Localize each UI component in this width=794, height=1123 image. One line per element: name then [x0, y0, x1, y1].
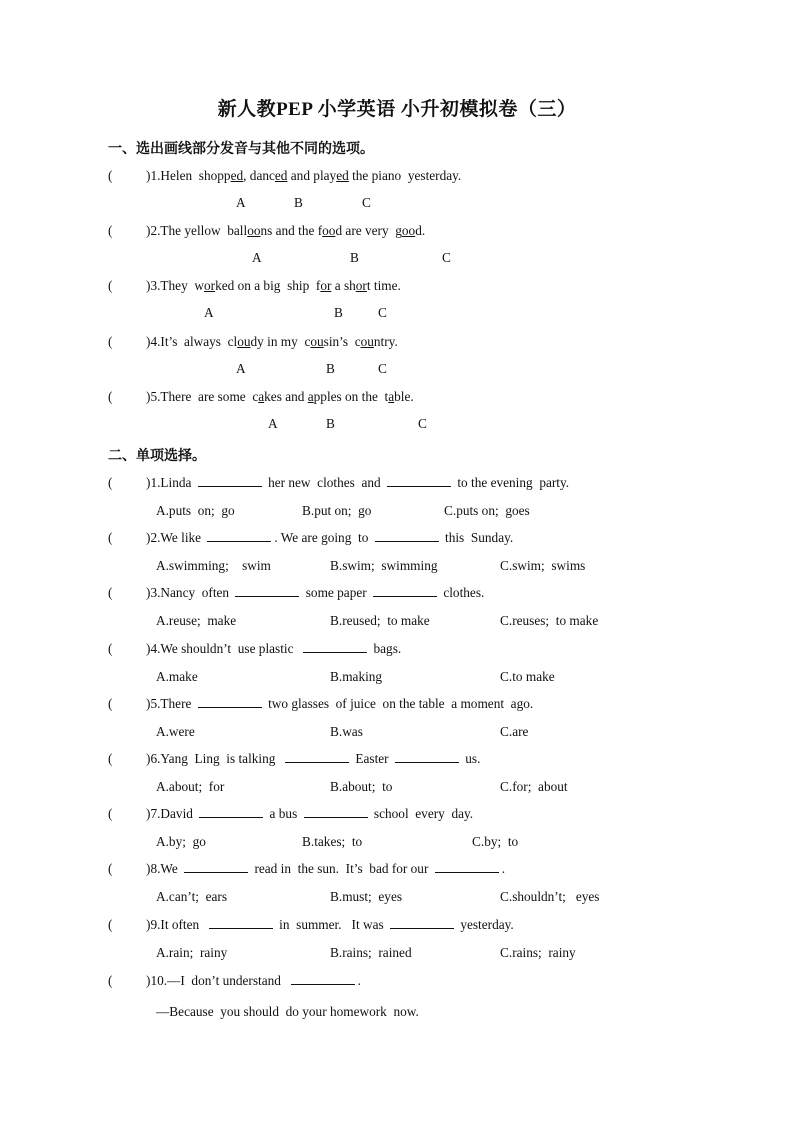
- page-title: 新人教PEP 小学英语 小升初模拟卷（三）: [217, 99, 577, 120]
- section1-question-3: [108, 278, 401, 294]
- answer-paren-close: ): [146, 168, 151, 183]
- question-text: kes and: [264, 389, 308, 404]
- choice-c[interactable]: C.for; about: [500, 779, 568, 794]
- underlined-sound: ed: [230, 168, 244, 183]
- question-text: read in the sun. It’s bad for our: [251, 861, 432, 876]
- question-text: .: [357, 973, 361, 988]
- choice-c[interactable]: C.are: [500, 724, 529, 739]
- answer-paren[interactable]: (: [108, 751, 113, 766]
- question-text: school every day.: [370, 806, 474, 821]
- underlined-sound: oo: [401, 223, 416, 238]
- question-text: 6.Yang Ling is talking: [150, 751, 283, 766]
- choice-c[interactable]: C.rains; rainy: [500, 945, 576, 960]
- choice-b[interactable]: B.making: [330, 669, 383, 684]
- fill-blank[interactable]: [373, 585, 437, 597]
- choice-b[interactable]: B.must; eyes: [330, 889, 403, 904]
- question-text: the piano yesterday.: [348, 168, 462, 183]
- section2-question-8: [108, 861, 505, 877]
- question-text: ble.: [394, 389, 414, 404]
- question-text: , danc: [243, 168, 275, 183]
- section2-question-9: [108, 917, 514, 933]
- option-label-a: A: [236, 361, 246, 376]
- section-1-heading: 一、选出画线部分发音与其他不同的选项。: [108, 142, 374, 157]
- question-text: sin’s c: [323, 334, 361, 349]
- choice-a[interactable]: A.by; go: [156, 834, 206, 849]
- question-text: 4.We shouldn’t use plastic: [150, 641, 301, 656]
- choice-b[interactable]: B.about; to: [330, 779, 393, 794]
- question-text: d.: [415, 223, 426, 238]
- answer-paren-close: ): [146, 475, 151, 490]
- question-text: t time.: [366, 278, 401, 293]
- option-label-b: B: [326, 416, 335, 431]
- answer-paren-close: ): [146, 751, 151, 766]
- fill-blank[interactable]: [303, 641, 367, 653]
- question-10-answer-line: —Because you should do your homework now.: [156, 1004, 419, 1019]
- question-text: . We are going to: [274, 530, 372, 545]
- answer-paren[interactable]: (: [108, 475, 113, 490]
- question-text: two glasses of juice on the table a moment ago.: [264, 696, 534, 711]
- choice-a[interactable]: A.make: [156, 669, 198, 684]
- answer-paren[interactable]: (: [108, 334, 113, 349]
- question-text: 2.The yellow ball: [150, 223, 248, 238]
- answer-paren[interactable]: (: [108, 389, 113, 404]
- fill-blank[interactable]: [207, 530, 271, 542]
- choice-a[interactable]: A.puts on; go: [156, 503, 235, 518]
- fill-blank[interactable]: [209, 917, 273, 929]
- choice-c[interactable]: C.puts on; goes: [444, 503, 530, 518]
- underlined-sound: or: [355, 278, 367, 293]
- answer-paren-close: ): [146, 696, 151, 711]
- question-text: this Sunday.: [441, 530, 514, 545]
- underlined-sound: ou: [360, 334, 374, 349]
- question-text: ntry.: [373, 334, 398, 349]
- option-label-b: B: [350, 250, 359, 265]
- section2-question-6: [108, 751, 480, 767]
- answer-paren-close: ): [146, 861, 151, 876]
- choice-a[interactable]: A.rain; rainy: [156, 945, 228, 960]
- answer-paren-close: ): [146, 530, 151, 545]
- question-text: 1.Helen shopp: [150, 168, 231, 183]
- question-text: us.: [461, 751, 481, 766]
- choice-a[interactable]: A.can’t; ears: [156, 889, 228, 904]
- section2-question-1: [108, 475, 569, 491]
- option-label-a: A: [252, 250, 262, 265]
- underlined-sound: ed: [274, 168, 288, 183]
- question-text: .: [501, 861, 506, 876]
- question-text: clothes.: [440, 585, 485, 600]
- option-label-a: A: [236, 195, 246, 210]
- question-text: bags.: [370, 641, 402, 656]
- section1-question-5: [108, 389, 414, 405]
- choice-b[interactable]: B.reused; to make: [330, 613, 430, 628]
- question-text: 2.We like: [150, 530, 205, 545]
- section1-question-2: [108, 223, 425, 239]
- underlined-sound: or: [320, 278, 332, 293]
- question-text: to the evening party.: [454, 475, 570, 490]
- choice-b[interactable]: B.was: [330, 724, 363, 739]
- fill-blank[interactable]: [435, 861, 499, 873]
- choice-c[interactable]: C.reuses; to make: [500, 613, 599, 628]
- question-text: 3.Nancy often: [150, 585, 233, 600]
- choice-a[interactable]: A.reuse; make: [156, 613, 237, 628]
- fill-blank[interactable]: [291, 973, 355, 985]
- option-label-b: B: [294, 195, 303, 210]
- question-text: 5.There: [150, 696, 195, 711]
- question-text: a sh: [331, 278, 356, 293]
- answer-paren[interactable]: (: [108, 168, 113, 183]
- choice-c[interactable]: C.to make: [500, 669, 555, 684]
- underlined-sound: or: [203, 278, 216, 293]
- answer-paren[interactable]: (: [108, 641, 113, 656]
- question-text: some paper: [302, 585, 370, 600]
- underlined-sound: ou: [237, 334, 251, 349]
- choice-a[interactable]: A.swimming; swim: [156, 558, 271, 573]
- section-2-heading: 二、单项选择。: [108, 449, 206, 464]
- choice-c[interactable]: C.shouldn’t; eyes: [500, 889, 600, 904]
- choice-c[interactable]: C.by; to: [472, 834, 519, 849]
- section1-question-1: [108, 168, 461, 184]
- fill-blank[interactable]: [375, 530, 439, 542]
- answer-paren[interactable]: (: [108, 585, 113, 600]
- fill-blank[interactable]: [198, 696, 262, 708]
- question-text: Easter: [352, 751, 392, 766]
- question-text: 8.We: [150, 861, 182, 876]
- underlined-sound: ou: [310, 334, 324, 349]
- option-label-c: C: [442, 250, 451, 265]
- underlined-sound: oo: [322, 223, 336, 238]
- option-label-a: A: [204, 305, 214, 320]
- option-label-b: B: [334, 305, 343, 320]
- question-text: her new clothes and: [264, 475, 385, 490]
- fill-blank[interactable]: [390, 917, 454, 929]
- answer-paren-close: ): [146, 334, 151, 349]
- section2-question-5: [108, 696, 533, 712]
- fill-blank[interactable]: [184, 861, 248, 873]
- choice-c[interactable]: C.swim; swims: [500, 558, 586, 573]
- section2-question-7: [108, 806, 473, 822]
- answer-paren-close: ): [146, 917, 151, 932]
- question-text: 7.David: [150, 806, 197, 821]
- question-text: yesterday.: [457, 917, 514, 932]
- fill-blank[interactable]: [199, 806, 263, 818]
- underlined-sound: ed: [336, 168, 349, 183]
- option-label-a: A: [268, 416, 278, 431]
- question-text: dy in my c: [250, 334, 311, 349]
- option-label-c: C: [362, 195, 371, 210]
- section1-question-4: [108, 334, 398, 350]
- fill-blank[interactable]: [198, 475, 262, 487]
- section2-question-4: [108, 641, 401, 657]
- answer-paren[interactable]: (: [108, 973, 113, 988]
- underlined-sound: oo: [247, 223, 261, 238]
- answer-paren-close: ): [146, 641, 151, 656]
- question-text: ked on a big ship f: [215, 278, 321, 293]
- question-text: ns and the f: [260, 223, 323, 238]
- underlined-sound: a: [388, 389, 395, 404]
- answer-paren[interactable]: (: [108, 861, 113, 876]
- choice-b[interactable]: B.rains; rained: [330, 945, 412, 960]
- answer-paren[interactable]: (: [108, 530, 113, 545]
- section2-question-10: [108, 973, 361, 989]
- answer-paren-close: ): [146, 973, 151, 988]
- answer-paren[interactable]: (: [108, 278, 113, 293]
- question-text: and play: [287, 168, 337, 183]
- section2-question-2: [108, 530, 513, 546]
- question-text: d are very g: [335, 223, 402, 238]
- question-text: in summer. It was: [275, 917, 387, 932]
- question-text: 4.It’s always cl: [150, 334, 238, 349]
- choice-b[interactable]: B.swim; swimming: [330, 558, 438, 573]
- answer-paren-close: ): [146, 806, 151, 821]
- section2-question-3: [108, 585, 484, 601]
- question-text: a bus: [266, 806, 301, 821]
- option-label-c: C: [418, 416, 427, 431]
- fill-blank[interactable]: [387, 475, 451, 487]
- answer-paren[interactable]: (: [108, 806, 113, 821]
- question-text: 3.They w: [150, 278, 204, 293]
- answer-paren[interactable]: (: [108, 917, 113, 932]
- question-text: pples on the t: [313, 389, 389, 404]
- fill-blank[interactable]: [395, 751, 459, 763]
- fill-blank[interactable]: [304, 806, 368, 818]
- answer-paren-close: ): [146, 585, 151, 600]
- fill-blank[interactable]: [235, 585, 299, 597]
- question-text: 10.—I don’t understand: [150, 973, 288, 988]
- choice-a[interactable]: A.about; for: [156, 779, 225, 794]
- choice-b[interactable]: B.put on; go: [302, 503, 372, 518]
- question-text: 9.It often: [150, 917, 206, 932]
- question-text: 5.There are some c: [150, 389, 259, 404]
- choice-a[interactable]: A.were: [156, 724, 195, 739]
- answer-paren-close: ): [146, 389, 151, 404]
- option-label-b: B: [326, 361, 335, 376]
- underlined-sound: a: [307, 389, 314, 404]
- option-label-c: C: [378, 305, 387, 320]
- answer-paren[interactable]: (: [108, 696, 113, 711]
- answer-paren[interactable]: (: [108, 223, 113, 238]
- option-label-c: C: [378, 361, 387, 376]
- question-text: 1.Linda: [150, 475, 195, 490]
- answer-paren-close: ): [146, 278, 151, 293]
- fill-blank[interactable]: [285, 751, 349, 763]
- underlined-sound: a: [258, 389, 265, 404]
- answer-paren-close: ): [146, 223, 151, 238]
- choice-b[interactable]: B.takes; to: [302, 834, 363, 849]
